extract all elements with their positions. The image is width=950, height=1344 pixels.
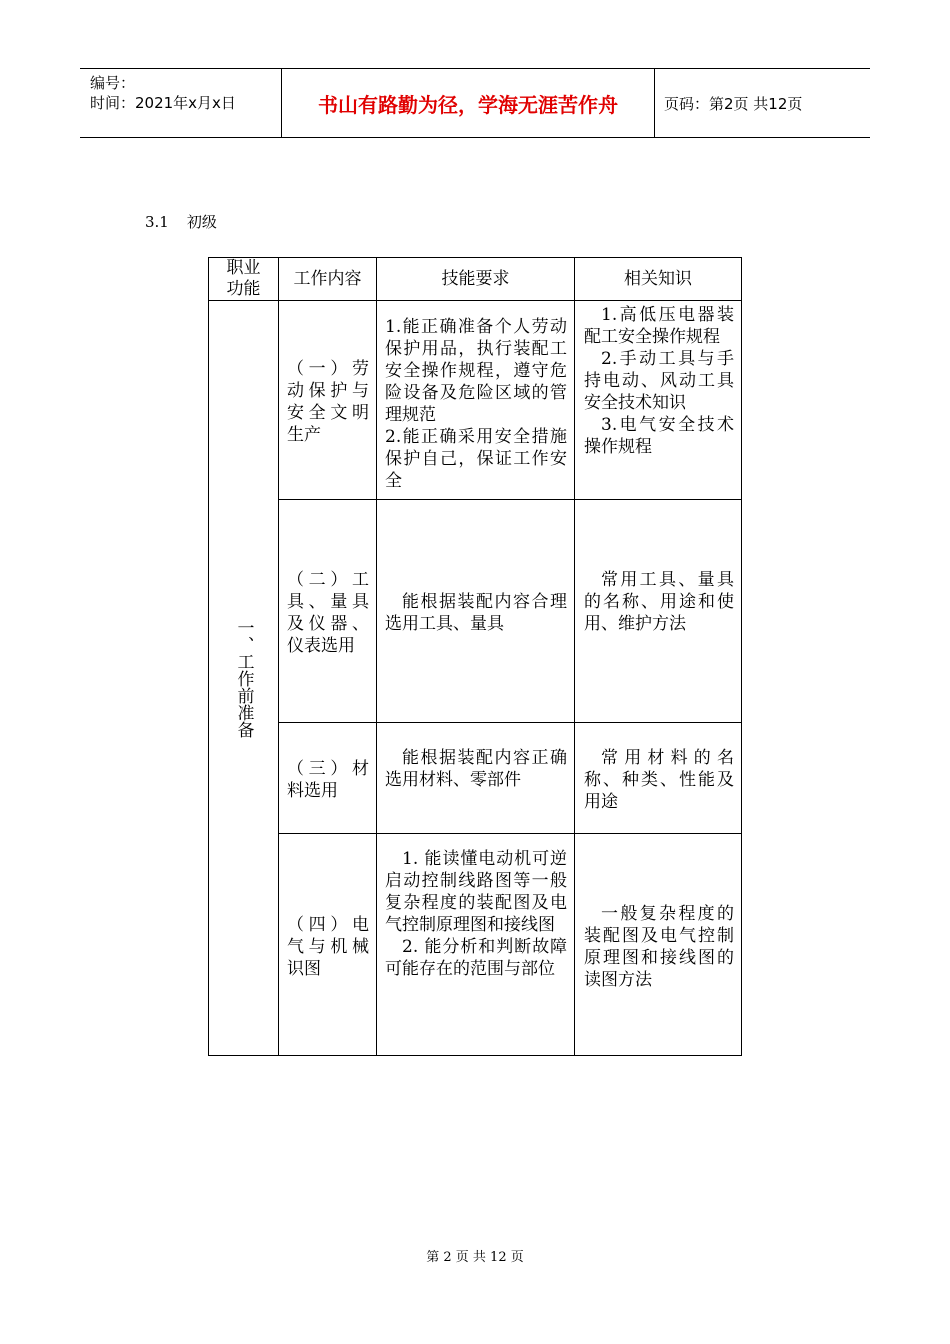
row-2-knowledge: 常用工具、量具的名称、用途和使用、维护方法 (584, 570, 734, 634)
page-footer: 第 2 页 共 12 页 (426, 1250, 524, 1265)
row-1-content: （一）劳动保护与安全文明生产 (287, 359, 369, 445)
table-header-skills: 技能要求 (441, 269, 510, 289)
header-meta (90, 73, 280, 113)
header-number: 编号： (90, 74, 136, 92)
section-number: 3.1 (145, 213, 169, 231)
row-3-knowledge: 常用材料的名称、种类、性能及用途 (584, 748, 734, 812)
row-4-content: （四）电气与机械识图 (287, 915, 369, 979)
section-title (145, 211, 235, 232)
table-header-content: 工作内容 (293, 269, 362, 289)
skills-table (208, 257, 742, 1056)
header-motto: 书山有路勤为径，学海无涯苦作舟 (318, 92, 618, 117)
row-3-skills: 能根据装配内容正确选用材料、零部件 (385, 748, 567, 790)
function-cell (209, 301, 278, 1055)
row-4-skills: 1. 能读懂电动机可逆启动控制线路图等一般复杂程度的装配图及电气控制原理图和接线图 2. 能分析和判断故障可能存在的范围与部位 (385, 849, 567, 979)
page-header (80, 68, 870, 138)
row-2-content: （二）工具、量具及仪器、仪表选用 (287, 570, 369, 656)
header-page-code: 页码：第2页 共12页 (664, 94, 803, 113)
row-2-skills: 能根据装配内容合理选用工具、量具 (385, 592, 567, 634)
row-3-content: （三）材料选用 (287, 759, 369, 801)
row-1-skills: 1.能正确准备个人劳动保护用品，执行装配工安全操作规程，遵守危险设备及危险区域的管理规范 2.能正确采用安全措施保护自己，保证工作安全 (385, 317, 567, 491)
section-label: 初级 (186, 213, 217, 231)
table-header-knowledge: 相关知识 (624, 269, 692, 289)
row-1-knowledge: 1.高低压电器装配工安全操作规程 2.手动工具与手持电动、风动工具安全技术知识 3.电气安全技术操作规程 (584, 305, 734, 457)
header-time: 时间：2021年x月x日 (90, 94, 236, 112)
table-header-function: 职业功能 (226, 258, 261, 299)
header-divider (654, 69, 655, 137)
row-4-knowledge: 一般复杂程度的装配图及电气控制原理图和接线图的读图方法 (584, 904, 734, 990)
function-label: 一、工作前准备 (233, 618, 254, 738)
